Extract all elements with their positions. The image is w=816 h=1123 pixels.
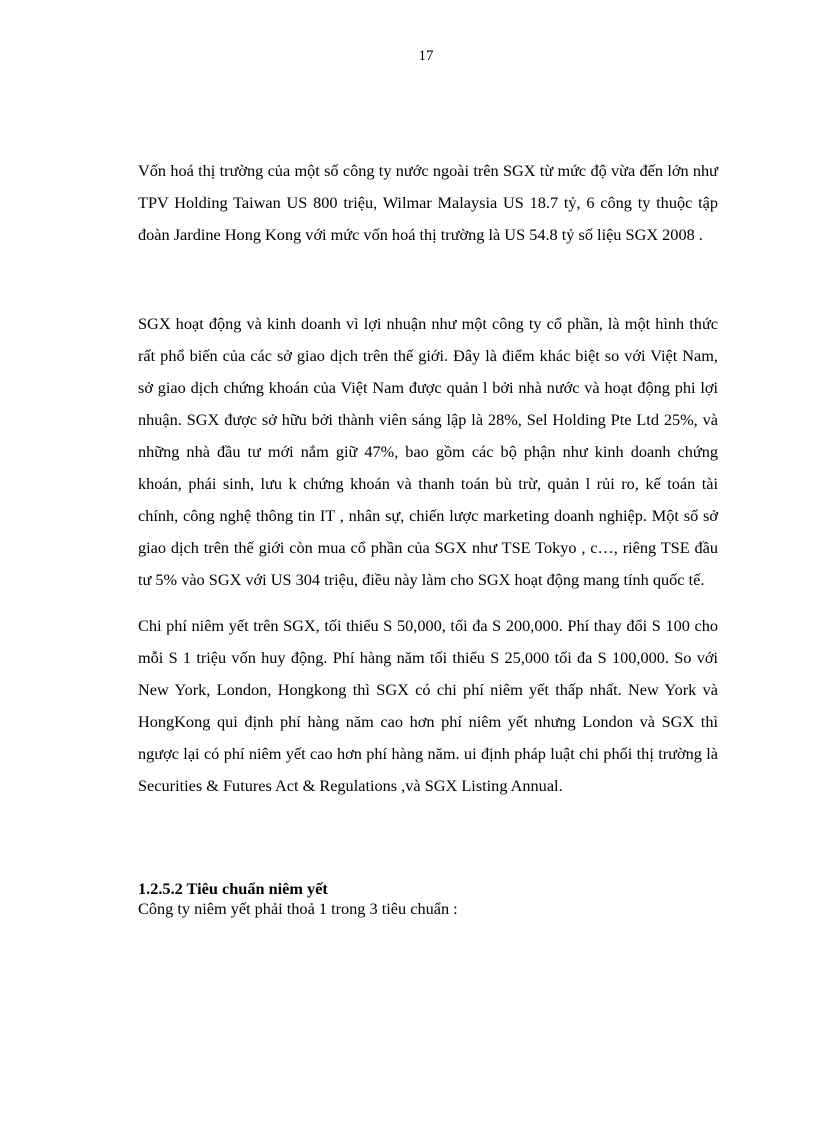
section-heading: 1.2.5.2 Tiêu chuẩn niêm yết [138, 879, 328, 898]
paragraph-sgx-ownership: SGX hoạt động và kinh doanh vì lợi nhuận như một công ty cổ phần, là một hình thức rất phổ biến của các sở giao dịch trên thế giới. Đây là điểm khác biệt so với Việt Nam, sở giao dịch chứng khoán của Việt Nam được quản l bởi nhà nước và hoạt động phi lợi nhuận. SGX được sở hữu bởi thành viên sáng lập là 28%, Sel Holding Pte Ltd 25%, và những nhà đầu tư mới nắm giữ 47%, bao gồm các bộ phận như kinh doanh chứng khoán, phái sinh, lưu k chứng khoán và thanh toán bù trừ, quản l rủi ro, kế toán tài chính, công nghệ thông tin IT , nhân sự, chiến lược marketing doanh nghiệp. Một số sở giao dịch trên thế giới còn mua cổ phần của SGX như TSE Tokyo , c…, riêng TSE đầu tư 5% vào SGX với US 304 triệu, điều này làm cho SGX hoạt động mang tính quốc tế. [138, 314, 718, 589]
section-intro: Công ty niêm yết phải thoả 1 trong 3 tiêu chuẩn : [138, 899, 458, 918]
page-number: 17 [418, 48, 434, 64]
paragraph-market-cap: Vốn hoá thị trường của một số công ty nước ngoài trên SGX từ mức độ vừa đến lớn như TPV Holding Taiwan US 800 triệu, Wilmar Malaysia US 18.7 tỷ, 6 công ty thuộc tập đoàn Jardine Hong Kong với mức vốn hoá thị trường là US 54.8 tỷ số liệu SGX 2008 . [138, 161, 718, 244]
paragraph-listing-fees: Chi phí niêm yết trên SGX, tối thiểu S 50,000, tối đa S 200,000. Phí thay đổi S 100 cho mỗi S 1 triệu vốn huy động. Phí hàng năm tối thiểu S 25,000 tối đa S 100,000. So với New York, London, Hongkong thì SGX có chi phí niêm yết thấp nhất. New York và HongKong qui định phí hàng năm cao hơn phí niêm yết nhưng London và SGX thì ngược lại có phí niêm yết cao hơn phí hàng năm. ui định pháp luật chi phối thị trường là Securities & Futures Act & Regulations ,và SGX Listing Annual. [138, 616, 718, 795]
